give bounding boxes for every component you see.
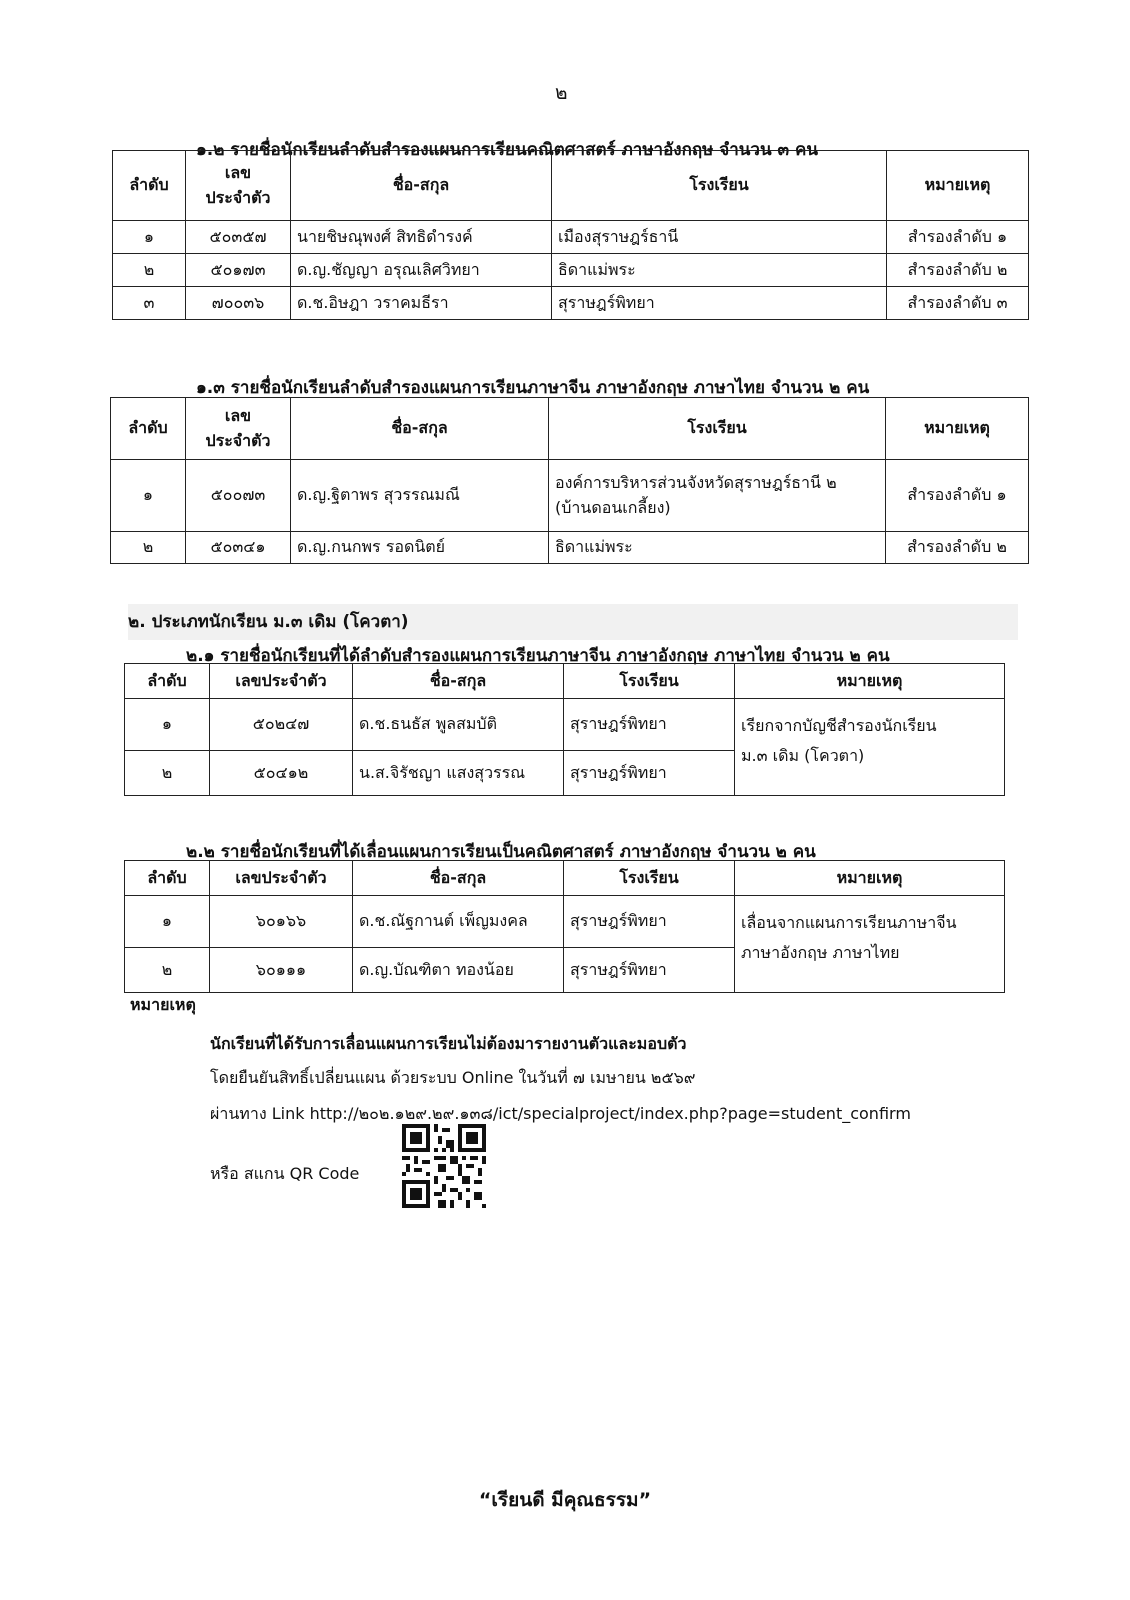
cell-school: ธิดาแม่พระ xyxy=(552,254,887,287)
header-id: เลข ประจำตัว xyxy=(186,398,291,460)
table-row xyxy=(113,221,1029,254)
cell-name: ด.ช.อิษฎา วราคมธีรา xyxy=(291,287,552,320)
cell-id: ๕๐๐๗๓ xyxy=(186,460,291,532)
header-remark: หมายเหตุ xyxy=(887,151,1029,221)
header-school: โรงเรียน xyxy=(552,151,887,221)
cell-no: ๓ xyxy=(113,287,186,320)
cell-name: นายชิษณุพงศ์ สิทธิดำรงค์ xyxy=(291,221,552,254)
cell-school: สุราษฎร์พิทยา xyxy=(564,751,735,796)
cell-remark: สำรองลำดับ ๒ xyxy=(887,254,1029,287)
cell-id: ๕๐๑๗๓ xyxy=(186,254,291,287)
cell-school: ธิดาแม่พระ xyxy=(549,532,886,564)
cell-id: ๕๐๔๑๒ xyxy=(210,751,353,796)
cell-name: ด.ญ.กนกพร รอดนิตย์ xyxy=(291,532,549,564)
table-row xyxy=(111,532,1029,564)
header-school: โรงเรียน xyxy=(564,861,735,896)
cell-no: ๑ xyxy=(111,460,186,532)
header-no: ลำดับ xyxy=(111,398,186,460)
header-no: ลำดับ xyxy=(125,664,210,699)
header-school: โรงเรียน xyxy=(564,664,735,699)
remarks-line-4: หรือ สแกน QR Code xyxy=(210,1164,360,1183)
cell-no: ๒ xyxy=(111,532,186,564)
table-2-1-caption: ๒.๑ รายชื่อนักเรียนที่ได้ลำดับสำรองแผนการเรียนภาษาจีน ภาษาอังกฤษ ภาษาไทย จำนวน ๒ คน xyxy=(186,646,890,666)
table-2-2-caption: ๒.๒ รายชื่อนักเรียนที่ได้เลื่อนแผนการเรียนเป็นคณิตศาสตร์ ภาษาอังกฤษ จำนวน ๒ คน xyxy=(186,842,816,862)
cell-school: สุราษฎร์พิทยา xyxy=(564,699,735,751)
header-name: ชื่อ-สกุล xyxy=(291,398,549,460)
cell-remark: เรียกจากบัญชีสำรองนักเรียน ม.๓ เดิม (โควตา) xyxy=(735,699,1005,796)
cell-remark: เลื่อนจากแผนการเรียนภาษาจีน ภาษาอังกฤษ ภาษาไทย xyxy=(735,896,1005,993)
table-1-2 xyxy=(112,150,1029,320)
cell-name: ด.ช.ธนธัส พูลสมบัติ xyxy=(353,699,564,751)
header-id: เลขประจำตัว xyxy=(210,664,353,699)
section-2-heading: ๒. ประเภทนักเรียน ม.๓ เดิม (โควตา) xyxy=(128,604,1018,640)
cell-no: ๒ xyxy=(125,751,210,796)
table-1-3 xyxy=(110,397,1029,564)
header-name: ชื่อ-สกุล xyxy=(353,664,564,699)
cell-no: ๒ xyxy=(125,948,210,993)
header-no: ลำดับ xyxy=(125,861,210,896)
header-name: ชื่อ-สกุล xyxy=(353,861,564,896)
table-row xyxy=(113,254,1029,287)
cell-name: ด.ญ.ฐิตาพร สุวรรณมณี xyxy=(291,460,549,532)
cell-remark: สำรองลำดับ ๑ xyxy=(886,460,1029,532)
cell-school: สุราษฎร์พิทยา xyxy=(552,287,887,320)
cell-id: ๕๐๓๕๗ xyxy=(186,221,291,254)
table-2-2 xyxy=(124,860,1005,993)
cell-no: ๑ xyxy=(125,699,210,751)
header-remark: หมายเหตุ xyxy=(886,398,1029,460)
header-id: เลขประจำตัว xyxy=(210,861,353,896)
cell-remark: สำรองลำดับ ๓ xyxy=(887,287,1029,320)
cell-name: ด.ญ.บัณฑิตา ทองน้อย xyxy=(353,948,564,993)
cell-remark: สำรองลำดับ ๑ xyxy=(887,221,1029,254)
cell-id: ๕๐๓๔๑ xyxy=(186,532,291,564)
header-remark: หมายเหตุ xyxy=(735,861,1005,896)
cell-school: สุราษฎร์พิทยา xyxy=(564,896,735,948)
table-2-1 xyxy=(124,663,1005,796)
remarks-line-1: นักเรียนที่ได้รับการเลื่อนแผนการเรียนไม่ต้องมารายงานตัวและมอบตัว xyxy=(210,1034,687,1053)
cell-school: เมืองสุราษฎร์ธานี xyxy=(552,221,887,254)
header-school: โรงเรียน xyxy=(549,398,886,460)
table-1-2-caption: ๑.๒ รายชื่อนักเรียนลำดับสำรองแผนการเรียนคณิตศาสตร์ ภาษาอังกฤษ จำนวน ๓ คน xyxy=(196,140,819,160)
remarks-line-2: โดยยืนยันสิทธิ์เปลี่ยนแผน ด้วยระบบ Online ในวันที่ ๗ เมษายน ๒๕๖๙ xyxy=(210,1068,696,1087)
remarks-label: หมายเหตุ xyxy=(130,995,196,1014)
table-row xyxy=(111,460,1029,532)
cell-id: ๖๐๑๖๖ xyxy=(210,896,353,948)
school-motto: “เรียนดี มีคุณธรรม” xyxy=(478,1489,652,1511)
table-row xyxy=(125,896,1005,948)
cell-name: ด.ช.ณัฐกานต์ เพ็ญมงคล xyxy=(353,896,564,948)
confirm-link[interactable]: ผ่านทาง Link http://๒๐๒.๑๒๙.๒๙.๑๓๘/ict/specialproject/index.php?page=student_confirm xyxy=(210,1104,911,1123)
header-id: เลข ประจำตัว xyxy=(186,151,291,221)
table-row xyxy=(125,699,1005,751)
qr-code-icon[interactable] xyxy=(402,1124,486,1208)
cell-name: น.ส.จิรัชญา แสงสุวรรณ xyxy=(353,751,564,796)
table-row xyxy=(113,287,1029,320)
cell-no: ๒ xyxy=(113,254,186,287)
header-name: ชื่อ-สกุล xyxy=(291,151,552,221)
cell-school: สุราษฎร์พิทยา xyxy=(564,948,735,993)
cell-id: ๗๐๐๓๖ xyxy=(186,287,291,320)
table-1-3-caption: ๑.๓ รายชื่อนักเรียนลำดับสำรองแผนการเรียนภาษาจีน ภาษาอังกฤษ ภาษาไทย จำนวน ๒ คน xyxy=(196,378,870,398)
header-no: ลำดับ xyxy=(113,151,186,221)
cell-no: ๑ xyxy=(125,896,210,948)
cell-remark: สำรองลำดับ ๒ xyxy=(886,532,1029,564)
cell-name: ด.ญ.ชัญญา อรุณเลิศวิทยา xyxy=(291,254,552,287)
header-remark: หมายเหตุ xyxy=(735,664,1005,699)
cell-id: ๕๐๒๔๗ xyxy=(210,699,353,751)
cell-no: ๑ xyxy=(113,221,186,254)
page-number: ๒ xyxy=(555,82,568,104)
cell-school: องค์การบริหารส่วนจังหวัดสุราษฎร์ธานี ๒ (บ้านดอนเกลี้ยง) xyxy=(549,460,886,532)
cell-id: ๖๐๑๑๑ xyxy=(210,948,353,993)
